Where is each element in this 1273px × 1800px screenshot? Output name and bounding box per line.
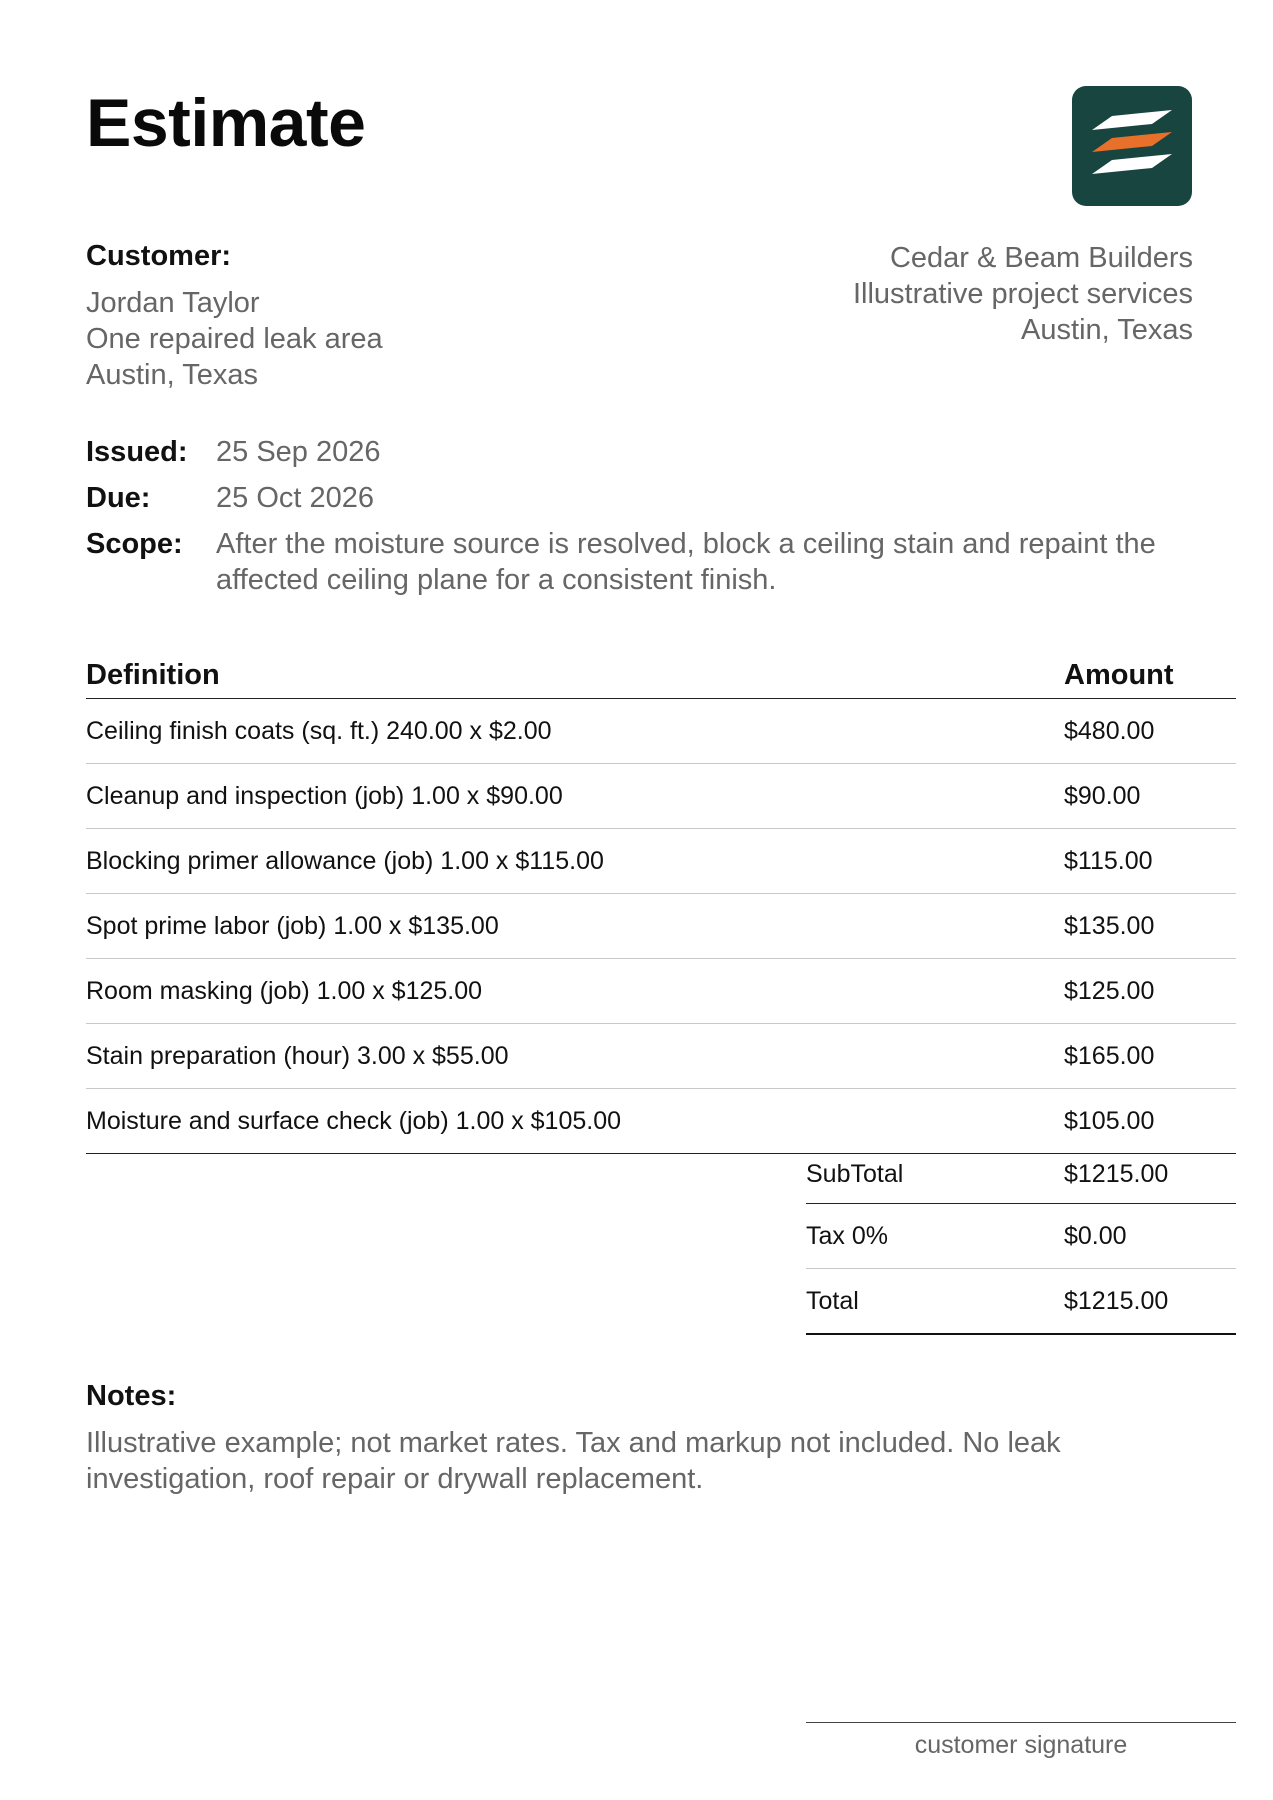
table-row xyxy=(86,699,1236,764)
row-definition: Ceiling finish coats (sq. ft.) 240.00 x $2.00 xyxy=(86,716,552,745)
row-definition: Moisture and surface check (job) 1.00 x $105.00 xyxy=(86,1106,622,1135)
scope-label: Scope: xyxy=(86,528,183,560)
customer-location: Austin, Texas xyxy=(86,359,258,391)
table-row xyxy=(86,959,1236,1024)
company-block xyxy=(853,240,1193,348)
estimate-meta xyxy=(86,434,1236,608)
customer-name: Jordan Taylor xyxy=(86,287,260,319)
issued-label: Issued: xyxy=(86,436,188,468)
company-logo xyxy=(1072,86,1192,206)
row-definition: Room masking (job) 1.00 x $125.00 xyxy=(86,976,483,1005)
total-value: $1215.00 xyxy=(1064,1286,1169,1315)
scope-text: After the moisture source is resolved, block a ceiling stain and repaint the affected ceiling plane for a consistent finish. xyxy=(216,528,1156,596)
issued-row xyxy=(86,434,1236,470)
customer-block xyxy=(86,240,383,393)
total-label: Total xyxy=(806,1286,859,1315)
header-definition: Definition xyxy=(86,659,220,691)
notes-label: Notes: xyxy=(86,1380,177,1412)
issued-date: 25 Sep 2026 xyxy=(216,436,381,468)
row-definition: Spot prime labor (job) 1.00 x $135.00 xyxy=(86,911,499,940)
scope-row xyxy=(86,526,1236,598)
tax-label: Tax 0% xyxy=(806,1221,888,1250)
notes-block xyxy=(86,1380,1206,1497)
due-date: 25 Oct 2026 xyxy=(216,482,374,514)
company-location: Austin, Texas xyxy=(1021,314,1193,346)
stacked-layers-icon xyxy=(1072,86,1192,206)
table-header xyxy=(86,652,1236,699)
table-row xyxy=(86,1089,1236,1154)
customer-label: Customer: xyxy=(86,240,232,272)
row-amount: $105.00 xyxy=(1064,1106,1155,1135)
document-title: Estimate xyxy=(86,85,366,161)
row-amount: $135.00 xyxy=(1064,911,1155,940)
row-definition: Blocking primer allowance (job) 1.00 x $115.00 xyxy=(86,846,604,875)
signature-label: customer signature xyxy=(914,1731,1128,1759)
line-items-table xyxy=(86,652,1236,1154)
header-amount: Amount xyxy=(1064,659,1174,691)
subtotal-value: $1215.00 xyxy=(1064,1160,1169,1188)
row-amount: $165.00 xyxy=(1064,1041,1155,1070)
total-row xyxy=(806,1269,1236,1335)
tax-row xyxy=(806,1204,1236,1269)
notes-text: Illustrative example; not market rates. Tax and markup not included. No leak investigation, roof repair or drywall replacement. xyxy=(86,1427,1061,1495)
signature-line[interactable] xyxy=(806,1722,1236,1760)
row-definition: Stain preparation (hour) 3.00 x $55.00 xyxy=(86,1041,509,1070)
row-amount: $480.00 xyxy=(1064,716,1155,745)
subtotal-label: SubTotal xyxy=(806,1160,904,1188)
totals-block xyxy=(806,1146,1236,1335)
due-row xyxy=(86,480,1236,516)
row-definition: Cleanup and inspection (job) 1.00 x $90.00 xyxy=(86,781,563,810)
subtotal-row xyxy=(806,1146,1236,1204)
table-row xyxy=(86,1024,1236,1089)
table-row xyxy=(86,829,1236,894)
customer-project: One repaired leak area xyxy=(86,323,383,355)
due-label: Due: xyxy=(86,482,151,514)
company-name: Cedar & Beam Builders xyxy=(889,242,1193,274)
row-amount: $115.00 xyxy=(1064,846,1153,875)
company-tagline: Illustrative project services xyxy=(852,278,1193,310)
row-amount: $125.00 xyxy=(1064,976,1155,1005)
table-row xyxy=(86,764,1236,829)
row-amount: $90.00 xyxy=(1064,781,1141,810)
tax-value: $0.00 xyxy=(1064,1221,1127,1250)
table-row xyxy=(86,894,1236,959)
